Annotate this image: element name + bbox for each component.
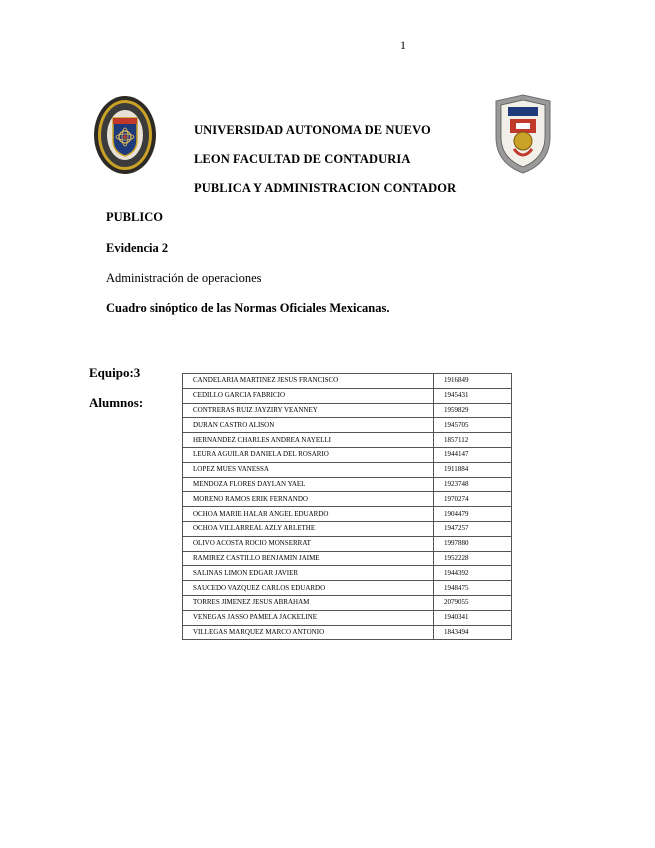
title-line-4: PUBLICO xyxy=(106,210,163,224)
student-name: CEDILLO GARCIA FABRICIO xyxy=(183,388,434,403)
student-id: 1945705 xyxy=(434,418,512,433)
table-row xyxy=(183,536,512,551)
table-row xyxy=(183,521,512,536)
student-name: HERNANDEZ CHARLES ANDREA NAYELLI xyxy=(183,433,434,448)
student-name: SAUCEDO VAZQUEZ CARLOS EDUARDO xyxy=(183,581,434,596)
student-id: 1944147 xyxy=(434,447,512,462)
student-id: 1857112 xyxy=(434,433,512,448)
student-id: 1947257 xyxy=(434,521,512,536)
student-id: 1997880 xyxy=(434,536,512,551)
student-name: MENDOZA FLORES DAYLAN YAEL xyxy=(183,477,434,492)
student-id: 1916849 xyxy=(434,374,512,389)
student-name: RAMIREZ CASTILLO BENJAMIN JAIME xyxy=(183,551,434,566)
team-label: Equipo:3 xyxy=(89,365,141,380)
student-id: 2079055 xyxy=(434,595,512,610)
student-id: 1959829 xyxy=(434,403,512,418)
student-name: LOPEZ MUES VANESSA xyxy=(183,462,434,477)
student-name: VENEGAS JASSO PAMELA JACKELINE xyxy=(183,610,434,625)
student-name: OLIVO ACOSTA ROCIO MONSERRAT xyxy=(183,536,434,551)
student-name: DURAN CASTRO ALISON xyxy=(183,418,434,433)
table-row xyxy=(183,462,512,477)
document-title: Cuadro sinóptico de las Normas Oficiales Mexicanas. xyxy=(106,301,390,315)
student-id: 1944392 xyxy=(434,566,512,581)
table-row xyxy=(183,418,512,433)
student-name: TORRES JIMENEZ JESUS ABRAHAM xyxy=(183,595,434,610)
student-id: 1904479 xyxy=(434,507,512,522)
table-row xyxy=(183,566,512,581)
table-row xyxy=(183,447,512,462)
student-name: MORENO RAMOS ERIK FERNANDO xyxy=(183,492,434,507)
student-name: CANDELARIA MARTINEZ JESUS FRANCISCO xyxy=(183,374,434,389)
evidence-label: Evidencia 2 xyxy=(106,241,169,255)
table-row xyxy=(183,477,512,492)
student-name: VILLEGAS MARQUEZ MARCO ANTONIO xyxy=(183,625,434,640)
title-line-2: LEON FACULTAD DE CONTADURIA xyxy=(194,152,411,166)
table-row xyxy=(183,433,512,448)
table-row xyxy=(183,492,512,507)
faculty-shield-logo xyxy=(490,93,556,175)
table-row xyxy=(183,595,512,610)
students-label: Alumnos: xyxy=(89,395,144,410)
table-row xyxy=(183,610,512,625)
student-id: 1945431 xyxy=(434,388,512,403)
student-id: 1911884 xyxy=(434,462,512,477)
table-row xyxy=(183,551,512,566)
table-row xyxy=(183,388,512,403)
page-number: 1 xyxy=(400,38,406,52)
student-id: 1970274 xyxy=(434,492,512,507)
title-line-3: PUBLICA Y ADMINISTRACION CONTADOR xyxy=(194,181,457,195)
table-row xyxy=(183,507,512,522)
table-row xyxy=(183,581,512,596)
table-row xyxy=(183,374,512,389)
title-line-1: UNIVERSIDAD AUTONOMA DE NUEVO xyxy=(194,123,431,137)
student-id: 1948475 xyxy=(434,581,512,596)
student-name: CONTRERAS RUIZ JAYZIRY VEANNEY xyxy=(183,403,434,418)
table-row xyxy=(183,403,512,418)
table-row xyxy=(183,625,512,640)
subject-label: Administración de operaciones xyxy=(106,271,262,285)
student-id: 1952228 xyxy=(434,551,512,566)
students-table xyxy=(182,373,512,640)
student-name: LEURA AGUILAR DANIELA DEL ROSARIO xyxy=(183,447,434,462)
student-id: 1940341 xyxy=(434,610,512,625)
student-name: OCHOA VILLARREAL AZLY ARLETHE xyxy=(183,521,434,536)
student-name: SALINAS LIMON EDGAR JAVIER xyxy=(183,566,434,581)
student-id: 1923748 xyxy=(434,477,512,492)
student-id: 1843494 xyxy=(434,625,512,640)
student-name: OCHOA MARIE HALAR ANGEL EDUARDO xyxy=(183,507,434,522)
university-seal-logo xyxy=(92,94,158,176)
